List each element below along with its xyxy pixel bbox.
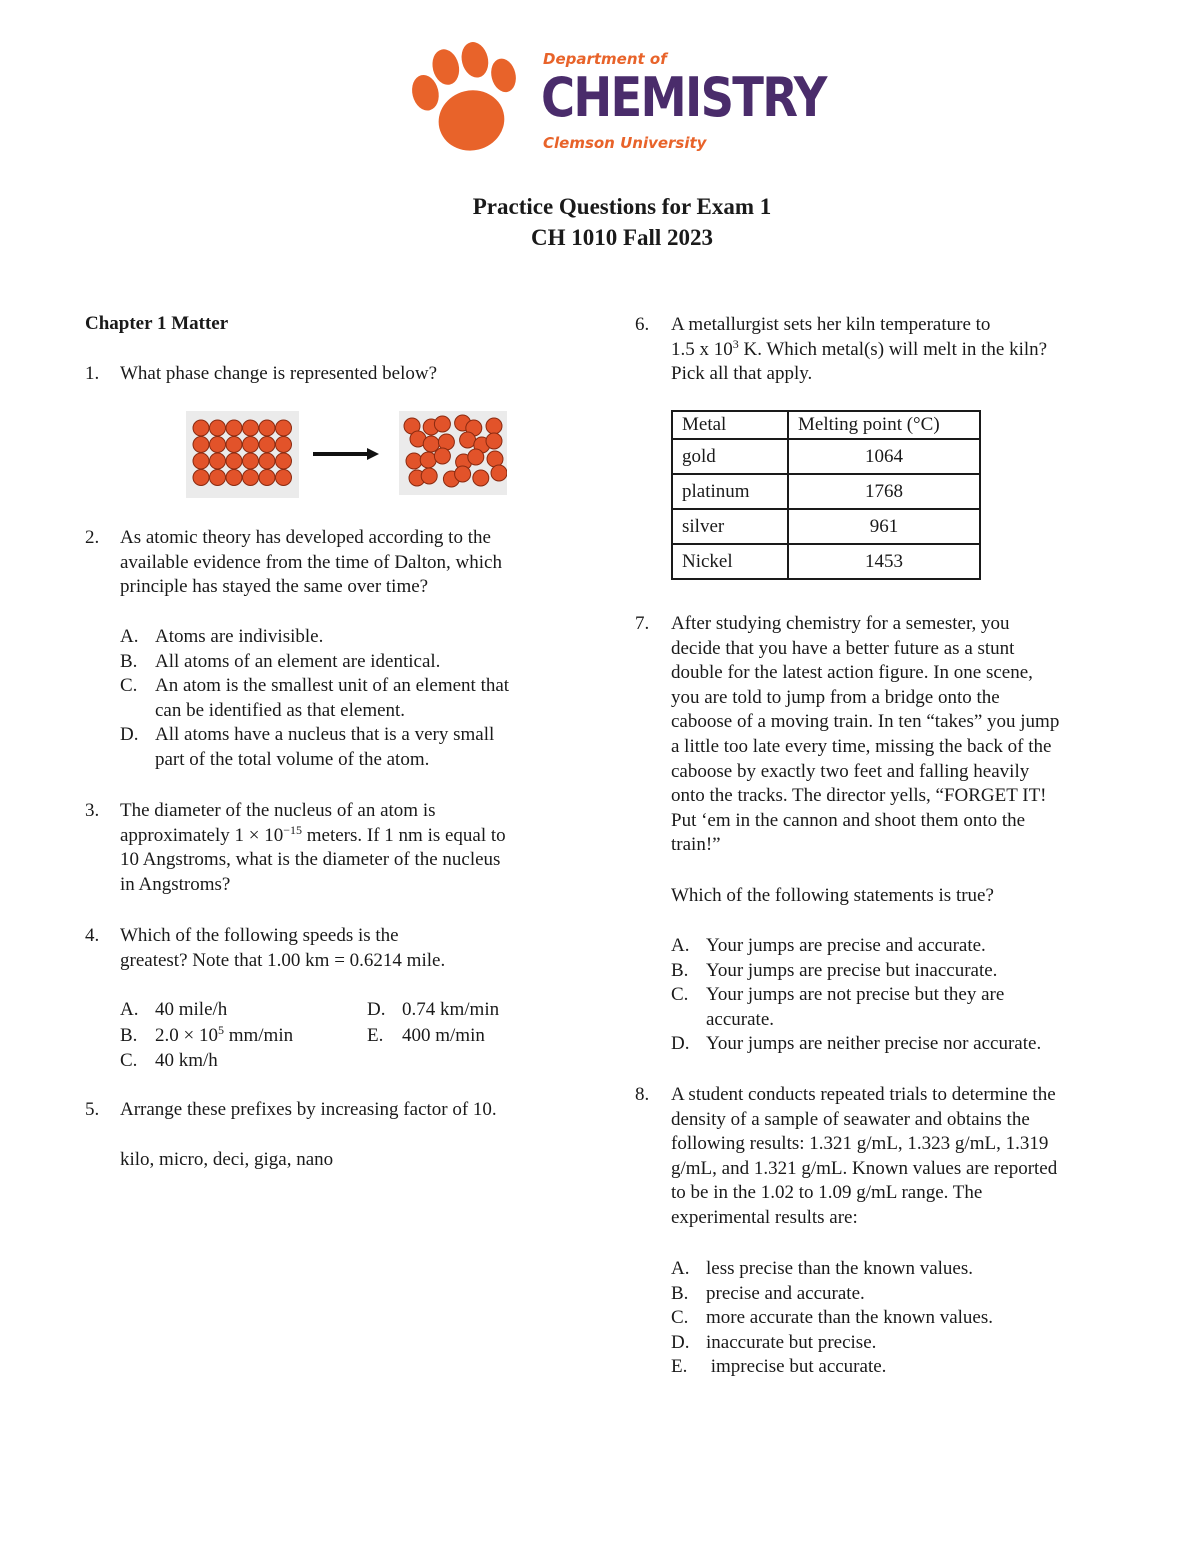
table-header-cell: Melting point (°C) — [788, 411, 980, 439]
q8-line: g/mL, and 1.321 g/mL. Known values are reported — [671, 1157, 1058, 1179]
option-text: imprecise but accurate. — [706, 1356, 887, 1378]
metal-cell: silver — [672, 509, 788, 544]
q2-text — [120, 526, 502, 600]
particle — [259, 420, 275, 436]
q6-line: Pick all that apply. — [671, 363, 813, 385]
metal-cell: platinum — [672, 474, 788, 509]
option-text: accurate. — [706, 1008, 775, 1030]
q4-number: 4. — [85, 925, 100, 946]
q2-line: available evidence from the time of Dalton, which — [120, 551, 502, 573]
liquid-particles-diagram — [399, 411, 507, 495]
particle — [259, 437, 275, 453]
q7-line: caboose by exactly two feet and falling heavily — [671, 760, 1030, 782]
option-text: Your jumps are not precise but they are — [706, 984, 1005, 1006]
logo-department-text: Department of — [543, 50, 667, 68]
q8-line: experimental results are: — [671, 1206, 858, 1228]
arrow-icon — [311, 445, 381, 463]
option-letter: D. — [671, 1033, 690, 1055]
metal-cell: Nickel — [672, 544, 788, 579]
q7-number: 7. — [635, 613, 650, 634]
particle — [243, 437, 259, 453]
table-row — [672, 544, 980, 579]
q4-optb-pre: 2.0 × 10 — [155, 1025, 218, 1046]
table-row — [672, 474, 980, 509]
particle — [421, 468, 437, 484]
q3-line2-pre: approximately 1 × 10 — [120, 824, 284, 846]
option-text: more accurate than the known values. — [706, 1307, 993, 1329]
option-letter: C. — [120, 675, 138, 697]
q2-number: 2. — [85, 527, 100, 548]
option-text: inaccurate but precise. — [706, 1331, 877, 1353]
particle — [276, 437, 292, 453]
q8-line: to be in the 1.02 to 1.09 g/mL range. The — [671, 1182, 983, 1204]
q8-option-a[interactable] — [671, 1257, 1141, 1282]
q8-option-b[interactable] — [671, 1282, 1141, 1307]
table-row — [672, 439, 980, 474]
particle — [434, 448, 450, 464]
particle — [210, 437, 226, 453]
particle — [243, 453, 259, 469]
particle — [259, 453, 275, 469]
particle — [193, 470, 209, 486]
q3-text — [120, 799, 506, 897]
melting-point-table — [671, 410, 981, 580]
q3-line — [120, 824, 506, 849]
option-letter: A. — [120, 999, 139, 1020]
option-text: All atoms of an element are identical. — [155, 650, 441, 672]
q7-line: Put ‘em in the cannon and shoot them onto the — [671, 809, 1026, 831]
option-text: 40 km/h — [155, 1050, 218, 1071]
q4-option-c[interactable] — [120, 1049, 218, 1074]
q7-line: a little too late every time, missing the back of the — [671, 735, 1052, 757]
option-text: 400 m/min — [402, 1025, 485, 1046]
option-letter: C. — [671, 984, 689, 1006]
option-text: Atoms are indivisible. — [155, 626, 324, 647]
particle — [226, 453, 242, 469]
q5-text: Arrange these prefixes by increasing factor of 10. — [120, 1099, 497, 1120]
option-letter: A. — [671, 935, 690, 956]
q7-line: you are told to jump from a bridge onto the — [671, 686, 1000, 708]
q7-text — [671, 612, 1059, 858]
q6-text — [671, 313, 1047, 387]
melting-point-cell: 1064 — [788, 439, 980, 474]
q6-exponent: 3 — [732, 336, 739, 351]
option-text: An atom is the smallest unit of an element that — [155, 675, 510, 697]
department-logo — [403, 42, 826, 162]
option-text: Your jumps are precise and accurate. — [706, 935, 986, 956]
option-text: can be identified as that element. — [155, 699, 406, 721]
q3-number: 3. — [85, 800, 100, 821]
option-text: precise and accurate. — [706, 1282, 865, 1304]
table-header-row — [672, 411, 980, 439]
option-text: part of the total volume of the atom. — [155, 748, 430, 770]
particle — [455, 466, 471, 482]
particle — [460, 432, 476, 448]
option-text: All atoms have a nucleus that is a very small — [155, 724, 495, 746]
q2-option-c[interactable] — [120, 674, 590, 723]
option-text: less precise than the known values. — [706, 1258, 973, 1279]
option-letter: B. — [671, 959, 689, 981]
particle — [210, 453, 226, 469]
particle — [226, 437, 242, 453]
particle — [468, 449, 484, 465]
particle — [210, 470, 226, 486]
q2-option-a[interactable] — [120, 625, 590, 650]
q1-text: What phase change is represented below? — [120, 363, 438, 384]
q4-line: greatest? Note that 1.00 km = 0.6214 mile. — [120, 949, 446, 971]
q8-option-d[interactable] — [671, 1331, 1141, 1356]
q7-option-a[interactable] — [671, 934, 1141, 959]
course-subtitle: CH 1010 Fall 2023 — [530, 225, 714, 250]
particle — [243, 470, 259, 486]
q6-line — [671, 338, 1047, 363]
q1-number: 1. — [85, 363, 100, 384]
option-letter: D. — [671, 1331, 690, 1353]
q8-option-e[interactable] — [671, 1355, 1141, 1380]
particle — [193, 420, 209, 436]
particle — [423, 436, 439, 452]
q7-option-d[interactable] — [671, 1032, 1141, 1057]
particle — [487, 451, 503, 467]
q8-number: 8. — [635, 1084, 650, 1105]
q8-line: A student conducts repeated trials to determine the — [671, 1084, 1056, 1105]
option-letter: E. — [671, 1356, 688, 1378]
particle — [259, 470, 275, 486]
particle — [193, 453, 209, 469]
particle — [420, 452, 436, 468]
option-letter: B. — [120, 650, 138, 672]
table-row — [672, 509, 980, 544]
particle — [406, 453, 422, 469]
q6-number: 6. — [635, 314, 650, 335]
q7-options — [671, 934, 1141, 1057]
page-title: Practice Questions for Exam 1 — [472, 194, 772, 219]
particle — [438, 434, 454, 450]
option-letter: E. — [367, 1025, 384, 1046]
option-text: 40 mile/h — [155, 999, 228, 1020]
option-letter: C. — [120, 1050, 138, 1071]
particle — [226, 470, 242, 486]
q4-option-e[interactable] — [367, 1024, 485, 1049]
particle — [276, 453, 292, 469]
q2-option-d[interactable] — [120, 723, 590, 772]
q5-prefix-list: kilo, micro, deci, giga, nano — [120, 1149, 334, 1170]
q3-exponent: −15 — [283, 822, 302, 837]
melting-point-cell: 1768 — [788, 474, 980, 509]
q2-options — [120, 625, 590, 773]
q4-optb-post: mm/min — [223, 1025, 294, 1046]
particle — [491, 465, 507, 481]
q7-option-c[interactable] — [671, 983, 1141, 1032]
option-text: Your jumps are neither precise nor accurate. — [706, 1033, 1042, 1055]
solid-particles-diagram — [186, 411, 299, 498]
q4-option-a[interactable] — [120, 998, 228, 1023]
tiger-paw-icon — [403, 42, 538, 162]
q2-line: As atomic theory has developed according to the — [120, 527, 491, 548]
option-letter: D. — [367, 999, 386, 1020]
q7-line: decide that you have a better future as a stunt — [671, 637, 1015, 659]
q3-line: The diameter of the nucleus of an atom is — [120, 800, 436, 821]
option-letter: C. — [671, 1307, 689, 1329]
q4-optb-exponent: 5 — [217, 1023, 224, 1037]
particle — [276, 470, 292, 486]
particle — [226, 420, 242, 436]
option-text: 0.74 km/min — [402, 999, 500, 1020]
particle — [434, 416, 450, 432]
q4-line: Which of the following speeds is the — [120, 925, 399, 946]
q2-line: principle has stayed the same over time? — [120, 576, 429, 598]
q7-question: Which of the following statements is true? — [671, 885, 994, 906]
particle — [193, 437, 209, 453]
melting-point-cell: 1453 — [788, 544, 980, 579]
q3-line: in Angstroms? — [120, 873, 231, 895]
melting-point-cell: 961 — [788, 509, 980, 544]
q8-options — [671, 1257, 1141, 1380]
q6-line: A metallurgist sets her kiln temperature to — [671, 314, 991, 335]
logo-chemistry-text: CHEMISTRY — [541, 66, 826, 129]
option-letter: D. — [120, 724, 139, 746]
q7-line: caboose of a moving train. In ten “takes” you jump — [671, 711, 1060, 733]
option-text — [155, 1024, 293, 1049]
option-letter: A. — [671, 1258, 690, 1279]
q8-line: density of a sample of seawater and obtains the — [671, 1108, 1030, 1130]
q7-line: onto the tracks. The director yells, “FORGET IT! — [671, 785, 1047, 807]
particle — [243, 420, 259, 436]
q7-line: After studying chemistry for a semester, you — [671, 613, 1010, 634]
particle — [486, 433, 502, 449]
q8-line: following results: 1.321 g/mL, 1.323 g/mL, 1.319 — [671, 1133, 1049, 1155]
particle — [486, 418, 502, 434]
q8-option-c[interactable] — [671, 1306, 1141, 1331]
option-letter: B. — [671, 1282, 689, 1304]
particle — [276, 420, 292, 436]
q8-text — [671, 1083, 1057, 1231]
q2-option-b[interactable] — [120, 650, 590, 675]
q3-line2-post: meters. If 1 nm is equal to — [302, 824, 506, 846]
q4-text — [120, 924, 445, 973]
q6-line2-pre: 1.5 x 10 — [671, 338, 733, 360]
particle — [473, 470, 489, 486]
metal-cell: gold — [672, 439, 788, 474]
option-letter: B. — [120, 1025, 138, 1046]
q6-line2-post: K. Which metal(s) will melt in the kiln? — [738, 338, 1048, 360]
table-header-cell: Metal — [672, 411, 788, 439]
option-text: Your jumps are precise but inaccurate. — [706, 959, 998, 981]
q7-line: train!” — [671, 834, 721, 856]
q4-option-d[interactable] — [367, 998, 500, 1023]
q3-line: 10 Angstroms, what is the diameter of the nucleus — [120, 849, 501, 871]
q7-line: double for the latest action figure. In one scene, — [671, 662, 1033, 684]
option-letter: A. — [120, 626, 139, 647]
section-heading: Chapter 1 Matter — [85, 313, 229, 334]
q5-number: 5. — [85, 1099, 100, 1120]
particle — [210, 420, 226, 436]
q7-option-b[interactable] — [671, 959, 1141, 984]
logo-university-text: Clemson University — [543, 134, 707, 152]
